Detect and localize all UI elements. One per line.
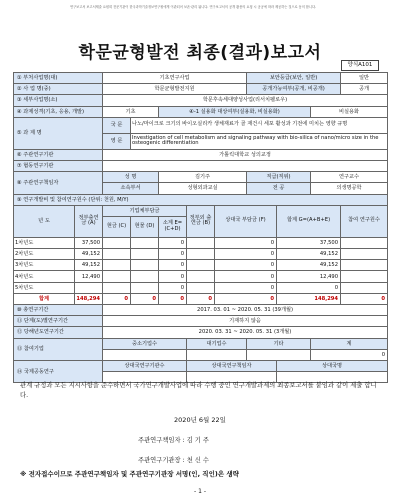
label-major: 전 공: [247, 183, 311, 194]
cell-subtotal: 0: [159, 282, 187, 293]
report-form-table: [13, 72, 388, 383]
label-project: ⑤ 과 제 명: [14, 117, 103, 149]
cell-sum: 12,490: [277, 271, 341, 282]
cell-other: 0: [215, 237, 277, 248]
cell-total-subtotal: 0: [159, 293, 187, 304]
label-category: ④ 과제성격(기초, 응용, 개발): [14, 106, 103, 117]
header-etc: 기타: [247, 338, 311, 349]
value-department: 성형외과교실: [159, 183, 247, 194]
cell-people: [341, 260, 388, 271]
cell-inkind: [131, 237, 159, 248]
cell-cash: [103, 260, 131, 271]
label-total-period: ⑩ 총연구기간: [14, 305, 103, 316]
cell-total-cash: 0: [103, 293, 131, 304]
label-practical: ④-1 실용화 대상여부(실용화, 비실용화): [159, 106, 311, 117]
label-department: 소속부서: [103, 183, 159, 194]
row-category: [14, 106, 388, 117]
cell-year: 3차년도: [14, 260, 75, 271]
value-practical: 비실용화: [311, 106, 388, 117]
row-budget-title: [14, 194, 388, 205]
label-intl: ⑭ 국제공동연구: [14, 360, 103, 382]
label-english: 영 문: [103, 133, 131, 149]
cell-local: [187, 260, 215, 271]
label-position: 직급(직위): [247, 172, 311, 183]
row-step-period: [14, 316, 388, 327]
cell-year: 2차년도: [14, 249, 75, 260]
page-title: 학문균형발전 최종(결과)보고서: [78, 43, 322, 63]
cell-people: [341, 237, 388, 248]
cell-gov: 37,500: [75, 237, 103, 248]
page-number: - 1 -: [194, 488, 206, 495]
label-name: 성 명: [103, 172, 159, 183]
cell-local: [187, 282, 215, 293]
row-business: [14, 73, 388, 84]
value-large: [187, 349, 247, 360]
value-name: 김기주: [159, 172, 247, 183]
value-year-period: 2020. 03. 31 ~ 2020. 05. 31 (3개월): [103, 327, 388, 338]
value-total-period: 2017. 03. 01 ~ 2020. 05. 31 (39개월): [103, 305, 388, 316]
footnote: ※ 전자접수이므로 주관연구책임자 및 주관연구기관장 서명(인, 직인)은 생략: [20, 470, 239, 478]
header-company: 기업체부담금: [103, 205, 187, 216]
value-sme: [103, 349, 187, 360]
label-security: 보안등급(보안, 일반): [247, 73, 341, 84]
form-number-badge: 양식A101: [341, 60, 379, 71]
budget-title: ⑨ 연구개발비 및 참여연구원수 (단위: 천원, M/Y): [14, 194, 388, 205]
signature-institute: 주관연구기관장 : 천 신 수: [138, 457, 209, 464]
value-subprogram: 학문후속세대양성사업(리서치펠로우): [103, 95, 388, 106]
cell-inkind: [131, 249, 159, 260]
value-etc: [247, 349, 311, 360]
cell-cash: [103, 237, 131, 248]
cell-gov: [75, 282, 103, 293]
budget-total-row: [14, 293, 388, 304]
header-intl-nat: 상대국명: [277, 360, 388, 371]
row-participants-header: [14, 338, 388, 349]
header-large: 대기업수: [187, 338, 247, 349]
label-disclosure: 공개가능여부(공개, 비공개): [247, 84, 341, 95]
cell-subtotal: 0: [159, 237, 187, 248]
cell-sum: 49,152: [277, 249, 341, 260]
value-disclosure: 공개: [341, 84, 388, 95]
cell-cash: [103, 271, 131, 282]
cell-sum: 49,152: [277, 260, 341, 271]
cell-local: [187, 271, 215, 282]
header-people: 참여 연구원수: [341, 205, 388, 237]
row-project-kor: [14, 117, 388, 133]
row-subprogram: [14, 95, 388, 106]
cell-other: 0: [215, 271, 277, 282]
budget-row: [14, 237, 388, 248]
value-category: 기초: [103, 106, 159, 117]
cell-gov: 49,152: [75, 249, 103, 260]
header-year: 년 도: [14, 205, 75, 237]
label-step-period: ⑪ 단계(도)별연구기간: [14, 316, 103, 327]
header-subtotal: 소계 E=(C+D): [159, 216, 187, 237]
value-program: 학문균형발전지원: [103, 84, 247, 95]
header-intl-res: 상대국연구책임자: [187, 360, 277, 371]
row-program: [14, 84, 388, 95]
cell-people: [341, 249, 388, 260]
label-business: ① 부처사업명(대): [14, 73, 103, 84]
header-sum: 합계 G=(A+B+E): [277, 205, 341, 237]
value-coop: [103, 160, 388, 171]
cell-gov: 49,152: [75, 260, 103, 271]
cell-gov: 12,490: [75, 271, 103, 282]
budget-row: [14, 271, 388, 282]
cell-cash: [103, 249, 131, 260]
budget-row: [14, 249, 388, 260]
cell-local: [187, 237, 215, 248]
cell-inkind: [131, 282, 159, 293]
cell-inkind: [131, 260, 159, 271]
cell-total-year: 합계: [14, 293, 75, 304]
header-cash: 현금 (C): [103, 216, 131, 237]
header-gov: 정부출연금 (A): [75, 205, 103, 237]
cell-other: 0: [215, 282, 277, 293]
signature-researcher: 주관연구책임자 : 김 기 주: [138, 437, 209, 444]
row-researcher-1: [14, 172, 388, 183]
row-budget-header-1: [14, 205, 388, 216]
row-intl-header: [14, 360, 388, 371]
header-sme: 중소기업수: [103, 338, 187, 349]
cell-total-other: 0: [215, 293, 277, 304]
budget-row: [14, 282, 388, 293]
cell-sum: 37,500: [277, 237, 341, 248]
cell-subtotal: 0: [159, 271, 187, 282]
cell-year: 5차년도: [14, 282, 75, 293]
submission-date: 2020년 6월 22일: [174, 416, 226, 424]
cell-total-people: 0: [341, 293, 388, 304]
value-step-period: 기재하지 않음: [103, 316, 388, 327]
cell-sum: 0: [277, 282, 341, 293]
label-participants: ⑬ 참여기업: [14, 338, 103, 360]
cell-subtotal: 0: [159, 249, 187, 260]
row-total-period: [14, 305, 388, 316]
header-other: 상대국 부담금 (F): [215, 205, 277, 237]
cell-year: 1차년도: [14, 237, 75, 248]
cell-total-inkind: 0: [131, 293, 159, 304]
submission-notice: 연구보고서 보고서제출 요원회 전문기관이 한국과학기술정보연구원에게 이관되어 보존·관리 됩니다. 연구보고서의 공개 활용의 요청 시 공공에 따라 제공하는 것으로 동의 합니다.: [70, 5, 317, 9]
cell-other: 0: [215, 249, 277, 260]
label-coop: ⑦ 협동연구기관: [14, 160, 103, 171]
row-coop: [14, 160, 388, 171]
value-position: 연구교수: [311, 172, 388, 183]
declaration-text: 관계 규정과 모든 지시사항을 준수하면서 국가연구개발사업에 따라 수행 중인 연구개발과제의 최종보고서를 붙임과 같이 제출 합니다.: [20, 382, 377, 399]
value-participants-sum: 0: [311, 349, 388, 360]
cell-subtotal: 0: [159, 260, 187, 271]
cell-people: [341, 282, 388, 293]
label-year-period: ⑫ 당해년도연구기간: [14, 327, 103, 338]
label-korean: 국 문: [103, 117, 131, 133]
header-participants-sum: 계: [311, 338, 388, 349]
label-subprogram: ③ 세부사업명(소): [14, 95, 103, 106]
cell-other: 0: [215, 260, 277, 271]
header-intl-org: 상대국연구기관수: [103, 360, 187, 371]
value-host: 가톨릭대학교 성의교정: [103, 149, 388, 160]
cell-total-local: 0: [187, 293, 215, 304]
cell-year: 4차년도: [14, 271, 75, 282]
cell-people: [341, 271, 388, 282]
cell-local: [187, 249, 215, 260]
row-host: [14, 149, 388, 160]
label-researcher: ⑧ 주관연구책임자: [14, 172, 103, 194]
cell-total-sum: 148,294: [277, 293, 341, 304]
cell-total-gov: 148,294: [75, 293, 103, 304]
value-business: 기초연구사업: [103, 73, 247, 84]
header-inkind: 현물 (D): [131, 216, 159, 237]
budget-row: [14, 260, 388, 271]
value-project-english: Investigation of cell metabolism and signaling pathway with bio-silica of nano/micro size in the osteogenic differentiation: [131, 133, 388, 149]
row-year-period: [14, 327, 388, 338]
value-security: 일반: [341, 73, 388, 84]
label-host: ⑥ 주관연구기관: [14, 149, 103, 160]
cell-cash: [103, 282, 131, 293]
value-major: 의생명공학: [311, 183, 388, 194]
label-program: ② 사 업 명(중): [14, 84, 103, 95]
cell-inkind: [131, 271, 159, 282]
value-project-korean: 나노/마이크로 크기의 바이오실리카 생체재료가 골 재건시 세포 활성과 기전에 미치는 영향 규명: [131, 117, 388, 133]
header-local: 정부외 출연금 (B): [187, 205, 215, 237]
